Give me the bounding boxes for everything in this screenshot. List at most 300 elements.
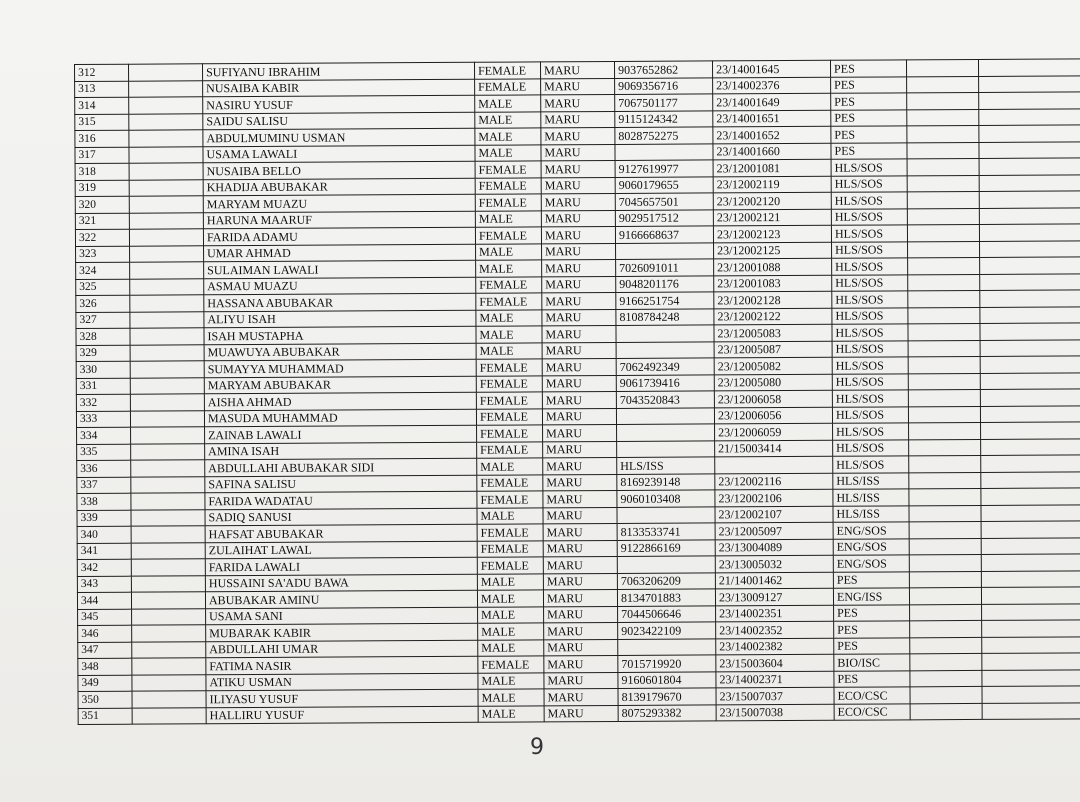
extra-cell-a	[908, 356, 980, 373]
course-cell: HLS/SOS	[832, 324, 908, 341]
phone-cell: 9037652862	[614, 61, 712, 78]
name-cell: HUSSAINI SA'ADU BAWA	[205, 574, 477, 592]
course-cell: HLS/SOS	[833, 456, 909, 473]
blank-cell	[132, 674, 206, 691]
blank-cell	[130, 410, 204, 427]
course-cell: PES	[831, 76, 907, 93]
lga-cell: MARU	[544, 672, 618, 689]
name-cell: ABUBAKAR AMINU	[205, 590, 477, 608]
gender-cell: FEMALE	[476, 293, 542, 310]
gender-cell: FEMALE	[477, 474, 543, 491]
course-cell: HLS/SOS	[831, 175, 907, 192]
phone-cell: 9069356716	[615, 77, 713, 94]
lga-cell: MARU	[544, 639, 618, 656]
serial-number-cell: 312	[75, 64, 129, 81]
extra-cell-b	[981, 438, 1080, 455]
gender-cell: FEMALE	[477, 540, 543, 557]
serial-number-cell: 345	[78, 609, 132, 626]
serial-number-cell: 326	[76, 295, 130, 312]
extra-cell-b	[980, 356, 1080, 373]
extra-cell-b	[981, 570, 1080, 587]
reg-number-cell: 23/12006058	[714, 390, 832, 407]
name-cell: ZULAIHAT LAWAL	[205, 541, 477, 559]
course-cell: HLS/ISS	[833, 489, 909, 506]
lga-cell: MARU	[541, 127, 615, 144]
table-body	[75, 59, 1080, 725]
extra-cell-a	[909, 488, 981, 505]
course-cell: HLS/SOS	[833, 423, 909, 440]
reg-number-cell: 23/12005082	[714, 357, 832, 374]
lga-cell: MARU	[542, 358, 616, 375]
course-cell: HLS/SOS	[832, 307, 908, 324]
lga-cell: MARU	[544, 622, 618, 639]
reg-number-cell: 23/14001660	[713, 143, 831, 160]
gender-cell: FEMALE	[475, 177, 541, 194]
gender-cell: FEMALE	[476, 375, 542, 392]
course-cell: HLS/SOS	[832, 258, 908, 275]
course-cell: PES	[834, 604, 910, 621]
blank-cell	[129, 196, 203, 213]
serial-number-cell: 349	[78, 675, 132, 692]
name-cell: HARUNA MAARUF	[203, 211, 475, 229]
extra-cell-a	[910, 686, 982, 703]
course-cell: HLS/SOS	[832, 357, 908, 374]
name-cell: SADIQ SANUSI	[205, 508, 477, 526]
reg-number-cell: 23/12002123	[713, 225, 831, 242]
phone-cell	[615, 143, 713, 160]
gender-cell: MALE	[476, 342, 542, 359]
blank-cell	[131, 493, 205, 510]
extra-cell-b	[981, 521, 1080, 538]
blank-cell	[130, 394, 204, 411]
name-cell: MUBARAK KABIR	[206, 623, 478, 641]
blank-cell	[129, 64, 203, 81]
extra-cell-a	[907, 208, 979, 225]
reg-number-cell: 23/12002106	[715, 489, 833, 506]
reg-number-cell: 23/12002125	[714, 242, 832, 259]
extra-cell-b	[979, 125, 1080, 142]
lga-cell: MARU	[543, 540, 617, 557]
phone-cell: 8139179670	[618, 688, 716, 705]
lga-cell: MARU	[544, 705, 618, 722]
blank-cell	[131, 443, 205, 460]
course-cell: PES	[834, 621, 910, 638]
name-cell: ATIKU USMAN	[206, 673, 478, 691]
blank-cell	[131, 592, 205, 609]
extra-cell-b	[979, 207, 1080, 224]
reg-number-cell: 23/14002376	[713, 77, 831, 94]
serial-number-cell: 329	[76, 345, 130, 362]
extra-cell-b	[980, 273, 1080, 290]
phone-cell: 7045657501	[615, 193, 713, 210]
lga-cell: MARU	[543, 573, 617, 590]
gender-cell: FEMALE	[477, 491, 543, 508]
blank-cell	[130, 245, 204, 262]
name-cell: MARYAM MUAZU	[203, 194, 475, 212]
course-cell: ECO/CSC	[834, 703, 910, 720]
reg-number-cell: 21/14001462	[715, 572, 833, 589]
phone-cell	[616, 341, 714, 358]
reg-number-cell: 23/14001651	[713, 110, 831, 127]
name-cell: SULAIMAN LAWALI	[204, 260, 476, 278]
serial-number-cell: 327	[76, 312, 130, 329]
course-cell: HLS/SOS	[831, 192, 907, 209]
serial-number-cell: 313	[75, 81, 129, 98]
extra-cell-b	[979, 191, 1080, 208]
gender-cell: MALE	[477, 590, 543, 607]
reg-number-cell: 23/14002382	[716, 638, 834, 655]
serial-number-cell: 325	[76, 279, 130, 296]
reg-number-cell: 23/12002107	[715, 506, 833, 523]
reg-number-cell: 23/12006056	[714, 407, 832, 424]
name-cell: HAFSAT ABUBAKAR	[205, 524, 477, 542]
serial-number-cell: 324	[76, 262, 130, 279]
gender-cell: FEMALE	[477, 524, 543, 541]
course-cell: HLS/SOS	[832, 274, 908, 291]
phone-cell	[617, 424, 715, 441]
blank-cell	[129, 179, 203, 196]
name-cell: SAIDU SALISU	[203, 112, 475, 130]
blank-cell	[131, 559, 205, 576]
blank-cell	[131, 509, 205, 526]
name-cell: USAMA LAWALI	[203, 145, 475, 163]
extra-cell-b	[982, 620, 1080, 637]
blank-cell	[129, 212, 203, 229]
student-list-sheet	[74, 58, 1080, 725]
extra-cell-a	[909, 472, 981, 489]
reg-number-cell: 23/12002128	[714, 291, 832, 308]
name-cell: HALLIRU YUSUF	[206, 706, 478, 724]
extra-cell-b	[980, 290, 1080, 307]
extra-cell-b	[979, 75, 1080, 92]
lga-cell: MARU	[542, 292, 616, 309]
lga-cell: MARU	[542, 375, 616, 392]
lga-cell: MARU	[542, 309, 616, 326]
extra-cell-a	[907, 191, 979, 208]
blank-cell	[131, 427, 205, 444]
serial-number-cell: 338	[77, 493, 131, 510]
course-cell: PES	[831, 126, 907, 143]
extra-cell-a	[908, 274, 980, 291]
phone-cell	[616, 407, 714, 424]
course-cell: PES	[831, 109, 907, 126]
extra-cell-a	[907, 125, 979, 142]
serial-number-cell: 328	[76, 328, 130, 345]
phone-cell: 8134701883	[617, 589, 715, 606]
serial-number-cell: 346	[78, 625, 132, 642]
gender-cell: MALE	[475, 210, 541, 227]
gender-cell: MALE	[476, 309, 542, 326]
reg-number-cell: 23/12002119	[713, 176, 831, 193]
phone-cell: 8075293382	[618, 704, 716, 721]
blank-cell	[130, 344, 204, 361]
serial-number-cell: 335	[77, 444, 131, 461]
extra-cell-b	[980, 339, 1080, 356]
course-cell: PES	[834, 637, 910, 654]
blank-cell	[129, 80, 203, 97]
phone-cell: 9048201176	[616, 275, 714, 292]
reg-number-cell: 23/12002116	[715, 473, 833, 490]
extra-cell-b	[980, 257, 1080, 274]
reg-number-cell: 23/13009127	[715, 588, 833, 605]
course-cell: HLS/SOS	[832, 406, 908, 423]
reg-number-cell: 23/14002371	[716, 671, 834, 688]
extra-cell-a	[909, 587, 981, 604]
extra-cell-b	[979, 158, 1080, 175]
course-cell: HLS/SOS	[832, 291, 908, 308]
gender-cell: FEMALE	[475, 227, 541, 244]
gender-cell: FEMALE	[475, 161, 541, 178]
extra-cell-b	[981, 504, 1080, 521]
extra-cell-a	[908, 323, 980, 340]
course-cell: PES	[834, 670, 910, 687]
gender-cell: MALE	[475, 95, 541, 112]
blank-cell	[129, 229, 203, 246]
blank-cell	[131, 575, 205, 592]
gender-cell: FEMALE	[476, 359, 542, 376]
extra-cell-a	[910, 637, 982, 654]
gender-cell: FEMALE	[474, 62, 540, 79]
phone-cell: 9023422109	[618, 622, 716, 639]
reg-number-cell: 23/12005097	[715, 522, 833, 539]
name-cell: NUSAIBA KABIR	[203, 79, 475, 97]
extra-cell-b	[982, 686, 1080, 703]
reg-number-cell: 23/12005083	[714, 324, 832, 341]
name-cell: MUAWUYA ABUBAKAR	[204, 343, 476, 361]
gender-cell: MALE	[477, 458, 543, 475]
extra-cell-a	[908, 241, 980, 258]
lga-cell: MARU	[544, 606, 618, 623]
lga-cell: MARU	[543, 457, 617, 474]
extra-cell-a	[907, 76, 979, 93]
page-number: 9	[530, 735, 544, 760]
phone-cell: 7015719920	[618, 655, 716, 672]
reg-number-cell: 23/13005032	[715, 555, 833, 572]
lga-cell: MARU	[542, 243, 616, 260]
serial-number-cell: 344	[77, 592, 131, 609]
reg-number-cell: 23/15007038	[716, 704, 834, 721]
lga-cell: MARU	[542, 276, 616, 293]
extra-cell-a	[907, 224, 979, 241]
phone-cell: 7063206209	[617, 572, 715, 589]
student-table	[74, 58, 1080, 725]
reg-number-cell: 23/12002121	[713, 209, 831, 226]
name-cell: ZAINAB LAWALI	[205, 425, 477, 443]
serial-number-cell: 341	[77, 543, 131, 560]
lga-cell: MARU	[541, 210, 615, 227]
gender-cell: FEMALE	[476, 392, 542, 409]
blank-cell	[129, 146, 203, 163]
extra-cell-a	[909, 455, 981, 472]
serial-number-cell: 339	[77, 510, 131, 527]
extra-cell-a	[909, 554, 981, 571]
name-cell: FARIDA LAWALI	[205, 557, 477, 575]
serial-number-cell: 314	[75, 97, 129, 114]
blank-cell	[130, 361, 204, 378]
extra-cell-b	[981, 554, 1080, 571]
extra-cell-a	[908, 389, 980, 406]
gender-cell: MALE	[478, 639, 544, 656]
gender-cell: MALE	[478, 672, 544, 689]
extra-cell-a	[910, 670, 982, 687]
extra-cell-b	[982, 702, 1080, 719]
extra-cell-a	[909, 521, 981, 538]
reg-number-cell: 23/12006059	[715, 423, 833, 440]
gender-cell: FEMALE	[476, 276, 542, 293]
name-cell: ASMAU MUAZU	[204, 277, 476, 295]
serial-number-cell: 315	[75, 114, 129, 131]
reg-number-cell: 23/12005087	[714, 341, 832, 358]
serial-number-cell: 337	[77, 477, 131, 494]
extra-cell-a	[909, 505, 981, 522]
phone-cell	[618, 638, 716, 655]
reg-number-cell: 23/14001645	[712, 60, 830, 77]
extra-cell-b	[981, 537, 1080, 554]
phone-cell: 7044506646	[618, 605, 716, 622]
extra-cell-b	[982, 603, 1080, 620]
lga-cell: MARU	[543, 556, 617, 573]
serial-number-cell: 333	[76, 411, 130, 428]
name-cell: ABDULMUMINU USMAN	[203, 128, 475, 146]
lga-cell: MARU	[542, 408, 616, 425]
reg-number-cell: 23/15003604	[716, 654, 834, 671]
lga-cell: MARU	[542, 259, 616, 276]
gender-cell: MALE	[477, 573, 543, 590]
serial-number-cell: 332	[76, 394, 130, 411]
blank-cell	[131, 526, 205, 543]
extra-cell-a	[909, 538, 981, 555]
name-cell: MARYAM ABUBAKAR	[204, 376, 476, 394]
extra-cell-a	[909, 571, 981, 588]
gender-cell: FEMALE	[475, 194, 541, 211]
phone-cell: 7026091011	[616, 259, 714, 276]
reg-number-cell: 21/15003414	[715, 440, 833, 457]
name-cell: NASIRU YUSUF	[203, 95, 475, 113]
lga-cell: MARU	[543, 441, 617, 458]
serial-number-cell: 340	[77, 526, 131, 543]
serial-number-cell: 323	[76, 246, 130, 263]
name-cell: USAMA SANI	[206, 607, 478, 625]
phone-cell	[617, 506, 715, 523]
extra-cell-a	[910, 604, 982, 621]
lga-cell: MARU	[544, 655, 618, 672]
course-cell: HLS/ISS	[833, 472, 909, 489]
lga-cell: MARU	[543, 589, 617, 606]
extra-cell-b	[978, 59, 1080, 76]
serial-number-cell: 319	[75, 180, 129, 197]
extra-cell-a	[908, 257, 980, 274]
course-cell: HLS/SOS	[832, 373, 908, 390]
reg-number-cell: 23/14002352	[716, 621, 834, 638]
phone-cell: 8028752275	[615, 127, 713, 144]
extra-cell-b	[980, 389, 1080, 406]
extra-cell-a	[907, 158, 979, 175]
phone-cell: 9127619977	[615, 160, 713, 177]
phone-cell: 9115124342	[615, 110, 713, 127]
name-cell: KHADIJA ABUBAKAR	[203, 178, 475, 196]
lga-cell: MARU	[542, 325, 616, 342]
extra-cell-a	[907, 175, 979, 192]
lga-cell: MARU	[541, 177, 615, 194]
extra-cell-a	[906, 59, 978, 76]
name-cell: ABDULLAHI UMAR	[206, 640, 478, 658]
blank-cell	[129, 163, 203, 180]
blank-cell	[132, 625, 206, 642]
extra-cell-a	[910, 653, 982, 670]
extra-cell-a	[908, 406, 980, 423]
serial-number-cell: 342	[77, 559, 131, 576]
lga-cell: MARU	[542, 342, 616, 359]
reg-number-cell: 23/14001649	[713, 93, 831, 110]
extra-cell-a	[908, 340, 980, 357]
phone-cell: 8133533741	[617, 523, 715, 540]
reg-number-cell: 23/12001083	[714, 275, 832, 292]
phone-cell: 9060103408	[617, 490, 715, 507]
gender-cell: MALE	[475, 111, 541, 128]
extra-cell-a	[907, 109, 979, 126]
name-cell: ISAH MUSTAPHA	[204, 326, 476, 344]
course-cell: HLS/SOS	[832, 390, 908, 407]
course-cell: PES	[830, 60, 906, 77]
lga-cell: MARU	[542, 391, 616, 408]
phone-cell: 9061739416	[616, 374, 714, 391]
serial-number-cell: 347	[78, 642, 132, 659]
phone-cell	[616, 242, 714, 259]
blank-cell	[132, 608, 206, 625]
reg-number-cell: 23/12001081	[713, 159, 831, 176]
lga-cell: MARU	[541, 160, 615, 177]
lga-cell: MARU	[543, 507, 617, 524]
serial-number-cell: 334	[77, 427, 131, 444]
gender-cell: MALE	[475, 144, 541, 161]
reg-number-cell	[715, 456, 833, 473]
gender-cell: FEMALE	[477, 425, 543, 442]
course-cell: ENG/ISS	[833, 588, 909, 605]
gender-cell: MALE	[477, 507, 543, 524]
lga-cell: MARU	[541, 94, 615, 111]
name-cell: MASUDA MUHAMMAD	[204, 409, 476, 427]
extra-cell-a	[910, 620, 982, 637]
gender-cell: FEMALE	[476, 408, 542, 425]
extra-cell-b	[980, 323, 1080, 340]
serial-number-cell: 321	[75, 213, 129, 230]
name-cell: ABDULLAHI ABUBAKAR SIDI	[205, 458, 477, 476]
serial-number-cell: 322	[75, 229, 129, 246]
lga-cell: MARU	[541, 111, 615, 128]
extra-cell-b	[981, 455, 1080, 472]
lga-cell: MARU	[543, 490, 617, 507]
serial-number-cell: 317	[75, 147, 129, 164]
name-cell: FATIMA NASIR	[206, 656, 478, 674]
serial-number-cell: 348	[78, 658, 132, 675]
reg-number-cell: 23/14001652	[713, 126, 831, 143]
lga-cell: MARU	[541, 226, 615, 243]
course-cell: HLS/ISS	[833, 505, 909, 522]
blank-cell	[129, 97, 203, 114]
course-cell: ENG/SOS	[833, 538, 909, 555]
phone-cell: 8108784248	[616, 308, 714, 325]
extra-cell-b	[980, 405, 1080, 422]
gender-cell: MALE	[476, 260, 542, 277]
phone-cell	[617, 556, 715, 573]
lga-cell: MARU	[541, 193, 615, 210]
reg-number-cell: 23/15007037	[716, 687, 834, 704]
gender-cell: MALE	[478, 689, 544, 706]
extra-cell-a	[908, 307, 980, 324]
lga-cell: MARU	[541, 144, 615, 161]
gender-cell: FEMALE	[477, 441, 543, 458]
reg-number-cell: 23/14002351	[716, 605, 834, 622]
